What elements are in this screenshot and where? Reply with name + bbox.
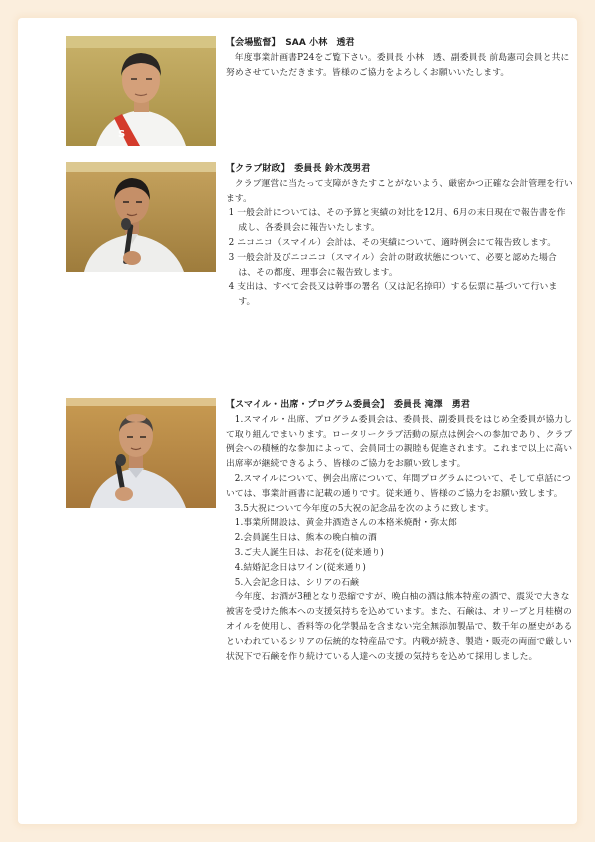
paragraph: 年度事業計画書P24をご覧下さい。委員長 小林 透、副委員長 前島憲司会員と共に努めさせていただきます。皆様のご協力をよろしくお願いいたします。 xyxy=(226,52,570,78)
svg-text:S: S xyxy=(118,129,126,140)
portrait-photo-kobayashi xyxy=(66,36,216,146)
page xyxy=(18,18,577,824)
list-item: 3 一般会計及びニコニコ（スマイル）会計の財政状態について、必要と認めた場合は、その都度、理事会に報告致します。 xyxy=(228,252,557,278)
paragraph: 2.スマイルについて、例会出席について、年間プログラムについて、そして卓話については、事業計画書に記載の通りです。従来通り、皆様のご協力をお願い致します。 xyxy=(226,473,571,499)
list-item: 5.入会記念日は、シリアの石鹸 xyxy=(234,577,360,588)
list-item: 1.事業所開設は、黄金井酒造さんの本格米焼酎・弥太郎 xyxy=(234,518,457,529)
section-text xyxy=(226,398,574,664)
portrait-photo-takizawa xyxy=(66,398,216,508)
portrait-photo-suzuki xyxy=(66,162,216,272)
paragraph: 3.5大祝について今年度の5大祝の記念品を次のように致します。 xyxy=(234,503,495,514)
section-text xyxy=(226,162,574,310)
paragraph: 1.スマイル・出席、プログラム委員会は、委員長、副委員長をはじめ全委員が協力して取り組んでまいります。ロータリークラブ活動の原点は例会への参加であり、クラブ例会への積極的な参加によって、会員同士の親睦も促進されます。これまで以上に高い出席率が継続できるよう、皆様のご協力をお願い致します。 xyxy=(226,414,573,470)
section-heading: 【クラブ財政】 委員長 鈴木茂男君 xyxy=(226,164,371,174)
list-item: 4.結婚記念日はワイン(従来通り) xyxy=(234,562,366,573)
section-text xyxy=(226,36,574,80)
section-heading: 【会場監督】 SAA 小林 透君 xyxy=(226,38,355,48)
paragraph: 今年度、お酒が3種となり恐縮ですが、晩白柚の酒は熊本特産の酒で、震災で大きな被害を受けた熊本への支援気持ちを込めています。また、石鹸は、オリーブと月桂樹のオイルを使用し、香料等の化学製品を含まない完全無添加製品で、数千年の歴史があるといわれているシリアの伝統的な特産品です。内戦が続き、製造・販売の両面で厳しい状況下で石鹸を作り続けている人達への支援の気持ちを込めて採用しました。 xyxy=(226,592,573,662)
list-item: 3.ご夫人誕生日は、お花を(従来通り) xyxy=(234,547,384,558)
list-item: 2 ニコニコ（スマイル）会計は、その実績について、適時例会にて報告致します。 xyxy=(228,237,557,248)
section-heading: 【スマイル・出席・プログラム委員会】 委員長 滝澤 勇君 xyxy=(226,400,470,410)
paragraph: クラブ運営に当たって支障がきたすことがないよう、厳密かつ正確な会計管理を行います。 xyxy=(226,178,573,204)
list-item: 2.会員誕生日は、熊本の晩白柚の酒 xyxy=(234,533,377,544)
list-item: 1 一般会計については、その予算と実績の対比を12月、6月の末日現在で報告書を作成し、各委員会に報告いたします。 xyxy=(228,208,566,234)
list-item: 4 支出は、すべて会長又は幹事の署名（又は記名捺印）する伝票に基づいて行います。 xyxy=(228,282,558,308)
